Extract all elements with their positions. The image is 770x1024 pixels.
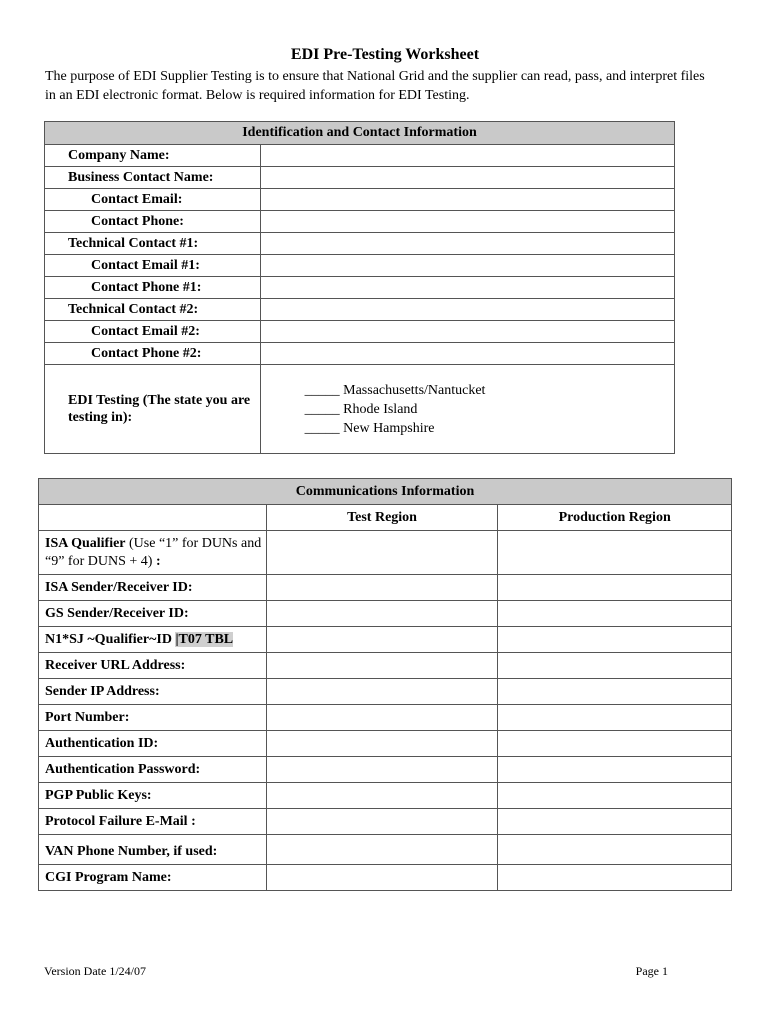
company-name-label: Company Name:: [45, 145, 261, 167]
identification-table: [44, 121, 675, 454]
contact-phone-2-field[interactable]: [260, 343, 674, 365]
cgi-program-name-production-field[interactable]: [498, 865, 732, 891]
contact-email-2-field[interactable]: [260, 321, 674, 343]
authentication-id-label: Authentication ID:: [39, 731, 267, 757]
test-region-header: Test Region: [266, 505, 498, 531]
contact-email-2-label: Contact Email #2:: [45, 321, 261, 343]
business-contact-name-label: Business Contact Name:: [45, 167, 261, 189]
protocol-failure-email-production-field[interactable]: [498, 809, 732, 835]
intro-paragraph: The purpose of EDI Supplier Testing is to ensure that National Grid and the supplier can read, pass, and interpret files in an EDI electronic format. Below is required information for EDI Testing.: [45, 69, 705, 103]
receiver-url-address-label: Receiver URL Address:: [39, 653, 267, 679]
gs-sender-receiver-id-label: GS Sender/Receiver ID:: [39, 601, 267, 627]
port-number-label: Port Number:: [39, 705, 267, 731]
edi-testing-label: EDI Testing (The state you are testing in):: [45, 365, 261, 454]
van-phone-number-production-field[interactable]: [498, 835, 732, 865]
production-region-header: Production Region: [498, 505, 732, 531]
isa-qualifier-label: [39, 531, 267, 575]
contact-email-label: Contact Email:: [45, 189, 261, 211]
empty-header-cell: [39, 505, 267, 531]
identification-header: Identification and Contact Information: [45, 122, 675, 145]
authentication-id-production-field[interactable]: [498, 731, 732, 757]
n1-qualifier-id-test-field[interactable]: [266, 627, 498, 653]
communications-table: [38, 478, 732, 891]
receiver-url-address-production-field[interactable]: [498, 653, 732, 679]
contact-phone-2-label: Contact Phone #2:: [45, 343, 261, 365]
sender-ip-address-label: Sender IP Address:: [39, 679, 267, 705]
isa-qualifier-bold: ISA Qualifier: [45, 535, 126, 551]
authentication-password-test-field[interactable]: [266, 757, 498, 783]
page-number: Page 1: [635, 964, 668, 978]
van-phone-number-label: VAN Phone Number, if used:: [39, 835, 267, 865]
contact-email-field[interactable]: [260, 189, 674, 211]
authentication-password-production-field[interactable]: [498, 757, 732, 783]
van-phone-number-test-field[interactable]: [266, 835, 498, 865]
gs-sender-receiver-id-production-field[interactable]: [498, 601, 732, 627]
technical-contact-2-label: Technical Contact #2:: [45, 299, 261, 321]
authentication-password-label: Authentication Password:: [39, 757, 267, 783]
state-option-massachusetts[interactable]: _____ Massachusetts/Nantucket: [304, 382, 486, 398]
receiver-url-address-test-field[interactable]: [266, 653, 498, 679]
contact-phone-1-field[interactable]: [260, 277, 674, 299]
n1-qualifier-id-text: N1*SJ ~Qualifier~ID: [45, 631, 176, 647]
technical-contact-2-field[interactable]: [260, 299, 674, 321]
isa-qualifier-production-field[interactable]: [498, 531, 732, 575]
contact-phone-field[interactable]: [260, 211, 674, 233]
pgp-public-keys-test-field[interactable]: [266, 783, 498, 809]
isa-sender-receiver-id-production-field[interactable]: [498, 575, 732, 601]
protocol-failure-email-label: Protocol Failure E-Mail :: [39, 809, 267, 835]
n1-qualifier-id-label: [39, 627, 267, 653]
authentication-id-test-field[interactable]: [266, 731, 498, 757]
state-options: [260, 365, 674, 454]
version-date: Version Date 1/24/07: [44, 964, 146, 978]
technical-contact-1-label: Technical Contact #1:: [45, 233, 261, 255]
isa-qualifier-note: (Use “1” for DUNs and “9” for DUNS + 4): [45, 535, 262, 569]
isa-qualifier-test-field[interactable]: [266, 531, 498, 575]
sender-ip-address-test-field[interactable]: [266, 679, 498, 705]
pgp-public-keys-production-field[interactable]: [498, 783, 732, 809]
isa-sender-receiver-id-label: ISA Sender/Receiver ID:: [39, 575, 267, 601]
state-option-rhode-island[interactable]: _____ Rhode Island: [304, 401, 418, 417]
communications-header: Communications Information: [39, 479, 732, 505]
n1-qualifier-id-production-field[interactable]: [498, 627, 732, 653]
isa-sender-receiver-id-test-field[interactable]: [266, 575, 498, 601]
contact-phone-label: Contact Phone:: [45, 211, 261, 233]
page-title: EDI Pre-Testing Worksheet: [290, 46, 480, 63]
cgi-program-name-label: CGI Program Name:: [39, 865, 267, 891]
protocol-failure-email-test-field[interactable]: [266, 809, 498, 835]
company-name-field[interactable]: [260, 145, 674, 167]
contact-email-1-label: Contact Email #1:: [45, 255, 261, 277]
gs-sender-receiver-id-test-field[interactable]: [266, 601, 498, 627]
contact-email-1-field[interactable]: [260, 255, 674, 277]
technical-contact-1-field[interactable]: [260, 233, 674, 255]
contact-phone-1-label: Contact Phone #1:: [45, 277, 261, 299]
state-option-new-hampshire[interactable]: _____ New Hampshire: [304, 420, 435, 436]
port-number-production-field[interactable]: [498, 705, 732, 731]
sender-ip-address-production-field[interactable]: [498, 679, 732, 705]
n1-highlighted-text: |T07 TBL: [175, 631, 234, 647]
isa-qualifier-colon: :: [155, 553, 161, 569]
cgi-program-name-test-field[interactable]: [266, 865, 498, 891]
port-number-test-field[interactable]: [266, 705, 498, 731]
business-contact-name-field[interactable]: [260, 167, 674, 189]
pgp-public-keys-label: PGP Public Keys:: [39, 783, 267, 809]
